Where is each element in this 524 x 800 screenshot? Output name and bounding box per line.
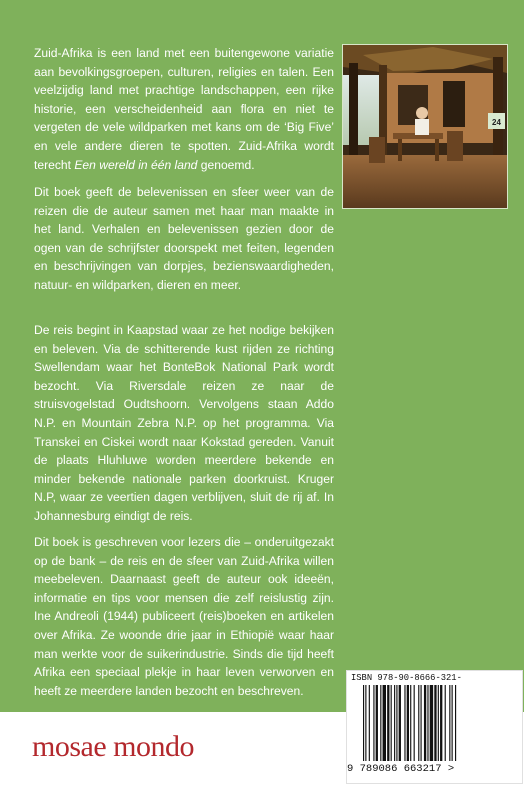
isbn-digits: 9 789086 663217 (347, 763, 442, 775)
barcode-digits (347, 763, 522, 775)
blurb-paragraph-4 (34, 533, 334, 700)
arrow-icon: > (447, 763, 455, 775)
isbn-barcode-box (346, 670, 523, 784)
barcode-icon (361, 685, 511, 761)
chalet-number-sign: 24 (492, 118, 501, 127)
blurb-paragraph-2 (34, 183, 334, 295)
italic-phrase: Een wereld in één land (74, 157, 198, 172)
blurb-paragraph-3 (34, 321, 334, 526)
publisher-logo: mosae mondo (32, 730, 194, 763)
blurb-text-2: Dit boek geeft de belevenissen en sfeer weer van de reizen die de auteur samen met haar man maakte in het land. Verhalen en belevenissen gezien door de ogen van de schrijfster doorspekt met feiten, legenden en beschrijvingen van dorpjes, bezienswaardigheden, natuur- en wildparken, dieren en meer. (34, 185, 334, 292)
safari-lodge-photo (342, 44, 508, 209)
blurb-text-4: Dit boek is geschreven voor lezers die – onderuitgezakt op de bank – de reis en de sfeer van Zuid-Afrika willen meebeleven. Daarnaast geeft de auteur ook ideeën, informatie en tips voor mensen die zelf reislustig zijn. Ine Andreoli (1944) publiceert (reis)boeken en artikelen over Afrika. Ze woonde drie jaar in Ethiopië waar haar man werkte voor de suikerindustrie. Sinds die tijd heeft Afrika een speciaal plekje in haar leven verworven en heeft ze meerdere landen bezocht en beschreven. (34, 535, 334, 698)
blurb-text-1: Zuid-Afrika is een land met een buitengewone variatie aan bevolkingsgroepen, culturen, religies en talen. Een veelzijdig land met prachtige landschappen, een rijke historie, een verscheidenheid aan flora en niet te vergeten de vele wildparken met kans om de ‘Big Five’ en vele andere dieren te spotten. Zuid-Afrika wordt terecht (34, 46, 334, 172)
blurb-paragraph-1 (34, 44, 334, 174)
blurb-text-1-end: genoemd. (197, 157, 255, 172)
blurb-text-3: De reis begint in Kaapstad waar ze het nodige bekijken en beleven. Via de schitterende kust rijden ze richting Swellendam waar het BonteBok National Park wordt bezocht. Via Riversdale reizen ze naar de struisvogelstad Oudtshoorn. Vervolgens staan Addo N.P. en Mountain Zebra N.P. op het programma. Via Transkei en Ciskei wordt naar Kokstad gereden. Vanuit de plaats Hluhluwe worden meerdere bekende en minder bekende nationale parken doorkruist. Kruger N.P, waar ze veertien dagen verblijven, sluit de rij af. In Johannesburg eindigt de reis. (34, 323, 334, 523)
isbn-label: ISBN 978-90-8666-321- (351, 673, 462, 683)
